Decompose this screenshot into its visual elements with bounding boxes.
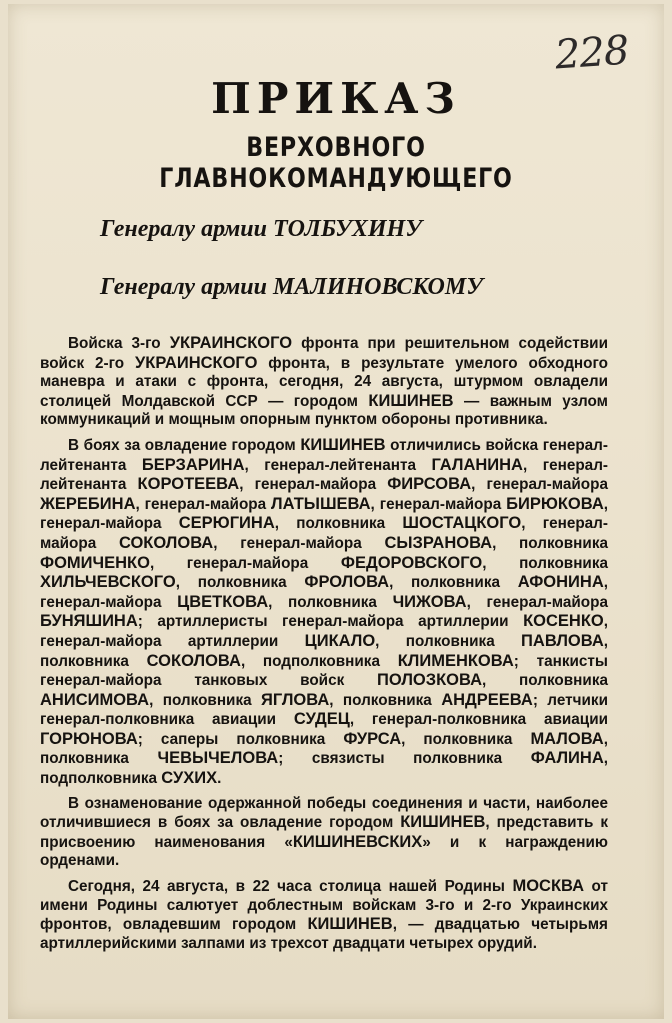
bold-name: КИШИНЕВ xyxy=(307,915,393,934)
bold-name: ЧЕВЫЧЕЛОВА xyxy=(157,749,279,768)
paragraph-4: Сегодня, 24 августа, в 22 часа столица нашей Родины МОСКВА от имени Родины салютует доблестным войскам 3-го и 2-го Украинских фронтов, овладевшим городом КИШИНЕВ, — двадцатью четырьмя артиллерийскими залпами из трехсот двадцати четырех орудий. xyxy=(40,877,608,952)
order-body xyxy=(40,334,608,955)
bold-name: МАЛОВА xyxy=(530,729,604,748)
bold-name: ШОСТАЦКОГО xyxy=(402,514,522,533)
bold-name: ЛАТЫШЕВА xyxy=(271,494,371,513)
bold-name: АНДРЕЕВА xyxy=(441,690,533,709)
bold-name: ГОРЮНОВА xyxy=(40,729,138,748)
document-page xyxy=(8,4,664,1019)
bold-name: АНИСИМОВА xyxy=(40,690,150,709)
addressee-2-name: МАЛИНОВСКОМУ xyxy=(273,274,483,300)
bold-name: СОКОЛОВА xyxy=(118,533,214,552)
bold-name: СУХИХ xyxy=(161,769,218,788)
bold-name: СЕРЮГИНА xyxy=(178,514,275,533)
bold-name: КОРОТЕЕВА xyxy=(137,475,240,494)
document-title: ПРИКАЗ xyxy=(211,74,461,123)
document-subtitle: ВЕРХОВНОГО ГЛАВНОКОМАНДУЮЩЕГО xyxy=(159,132,513,194)
bold-name: БЕРЗАРИНА xyxy=(141,455,245,474)
bold-name: СУДЕЦ xyxy=(293,710,350,729)
bold-name: УКРАИНСКОГО xyxy=(169,334,293,352)
bold-name: АФОНИНА xyxy=(517,573,604,592)
bold-name: ЯГЛОВА xyxy=(261,690,330,709)
bold-name: КЛИМЕНКОВА xyxy=(397,651,514,670)
addressee-1 xyxy=(100,216,422,243)
bold-name: МОСКВА xyxy=(512,877,585,896)
bold-name: СОКОЛОВА xyxy=(146,651,241,670)
bold-name: КИШИНЕВ xyxy=(400,813,486,832)
bold-name: БУНЯШИНА xyxy=(40,612,138,631)
bold-name: КОСЕНКО xyxy=(523,612,604,631)
bold-name: ФОМИЧЕНКО xyxy=(40,553,150,572)
bold-name: УКРАИНСКОГО xyxy=(135,353,258,372)
bold-name: ФУРСА xyxy=(343,729,402,748)
paragraph-3: В ознаменование одержанной победы соединения и части, наиболее отличившиеся в боях за овладение городом КИШИНЕВ, представить к присвоению наименования «КИШИНЕВСКИХ» и к награждению орденами. xyxy=(40,794,608,870)
bold-name: ЦВЕТКОВА xyxy=(177,592,269,611)
bold-name: СЫЗРАНОВА xyxy=(384,533,493,552)
handwritten-page-number: 228 xyxy=(553,27,630,79)
bold-name: ФЕДОРОВСКОГО xyxy=(340,553,483,572)
paragraph-1: Войска 3-го УКРАИНСКОГО фронта при решительном содействии войск 2-го УКРАИНСКОГО фронта, в результате умелого обходного маневра и атаки с фронта, сегодня, 24 августа, штурмом овладели столицей Молдавской ССР — городом КИШИНЕВ — важным узлом коммуникаций и мощным опорным пунктом обороны противника. xyxy=(40,334,609,429)
bold-name: ФРОЛОВА xyxy=(304,573,390,592)
bold-name: ЧИЖОВА xyxy=(392,592,467,611)
bold-name: ЦИКАЛО xyxy=(304,631,376,650)
bold-name: КИШИНЕВ xyxy=(300,435,386,454)
bold-name: КИШИНЕВ xyxy=(368,391,454,410)
bold-name: ФИРСОВА xyxy=(387,475,472,494)
bold-name: БИРЮКОВА xyxy=(506,494,604,513)
addressee-1-name: ТОЛБУХИНУ xyxy=(273,216,422,242)
addressee-1-prefix: Генералу армии xyxy=(100,216,274,242)
bold-name: ГАЛАНИНА xyxy=(431,455,523,474)
addressee-2 xyxy=(100,274,483,301)
bold-name: ПОЛОЗКОВА xyxy=(377,671,482,690)
bold-name: ХИЛЬЧЕВСКОГО xyxy=(40,573,176,592)
bold-name: КИШИНЕВСКИХ xyxy=(292,832,423,851)
bold-name: ЖЕРЕБИНА xyxy=(40,494,136,513)
addressee-2-prefix: Генералу армии xyxy=(100,274,274,300)
paragraph-2: В боях за овладение городом КИШИНЕВ отличились войска генерал-лейтенанта БЕРЗАРИНА, генерал-лейтенанта ГАЛАНИНА, генерал-лейтенанта КОРОТЕЕВА, генерал-майора ФИРСОВА, генерал-майора ЖЕРЕБИНА, генерал-майора ЛАТЫШЕВА, генерал-майора БИРЮКОВА, генерал-майора СЕРЮГИНА, полковника ШОСТАЦКОГО, генерал-майора СОКОЛОВА, генерал-майора СЫЗРАНОВА, полковника ФОМИЧЕНКО, генерал-майора ФЕДОРОВСКОГО, полковника ХИЛЬЧЕВСКОГО, полковника ФРОЛОВА, полковника АФОНИНА, генерал-майора ЦВЕТКОВА, полковника ЧИЖОВА, генерал-майора БУНЯШИНА; артиллеристы генерал-майора артиллерии КОСЕНКО, генерал-майора артиллерии ЦИКАЛО, полковника ПАВЛОВА, полковника СОКОЛОВА, подполковника КЛИМЕНКОВА; танкисты генерал-майора танковых войск ПОЛОЗКОВА, полковника АНИСИМОВА, полковника ЯГЛОВА, полковника АНДРЕЕВА; летчики генерал-полковника авиации СУДЕЦ, генерал-полковника авиации ГОРЮНОВА; саперы полковника ФУРСА, полковника МАЛОВА, полковника ЧЕВЫЧЕЛОВА; связисты полковника ФАЛИНА, подполковника СУХИХ. xyxy=(40,435,609,788)
bold-name: ФАЛИНА xyxy=(530,749,604,768)
bold-name: ПАВЛОВА xyxy=(521,631,604,650)
